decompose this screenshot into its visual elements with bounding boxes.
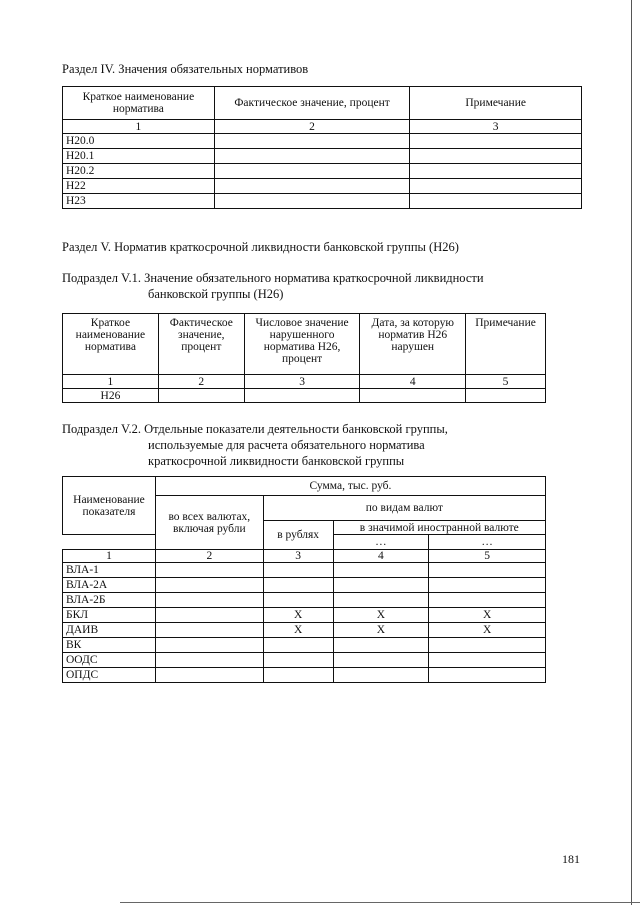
norm-row-label: Н20.1 — [63, 149, 215, 164]
col-number: 3 — [263, 550, 333, 563]
table-cell — [360, 389, 466, 403]
table-cell — [155, 668, 263, 683]
bottom-edge-line — [120, 902, 640, 903]
table-cell — [263, 638, 333, 653]
col-number: 4 — [360, 375, 466, 389]
subsection-5-2-title: Подраздел V.2. Отдельные показатели деятельности банковской группы, — [62, 422, 448, 436]
table-cell — [155, 638, 263, 653]
table-cell — [410, 149, 582, 164]
table-cell — [158, 389, 244, 403]
header-sum: Сумма, тыс. руб. — [155, 477, 545, 496]
header-indicator-name: Наименование показателя — [63, 477, 156, 535]
table-cell — [263, 578, 333, 593]
header-note: Примечание — [410, 87, 582, 120]
col-number: 3 — [410, 120, 582, 134]
indicator-row-label: ООДС — [63, 653, 156, 668]
table-cell — [155, 593, 263, 608]
table-cell — [155, 563, 263, 578]
norm-row-label: Н22 — [63, 179, 215, 194]
norm-row-label: Н20.2 — [63, 164, 215, 179]
table-cell-x: X — [263, 623, 333, 638]
section-4-table — [62, 86, 582, 209]
table-cell — [214, 164, 410, 179]
section-5-title: Раздел V. Норматив краткосрочной ликвидности банковской группы (Н26) — [62, 240, 459, 254]
table-cell — [244, 389, 360, 403]
header-violated-value: Числовое значение нарушенного норматива Н26, процент — [244, 314, 360, 375]
table-cell — [410, 179, 582, 194]
col-number: 5 — [466, 375, 546, 389]
table-cell — [214, 134, 410, 149]
col-number: 5 — [429, 550, 546, 563]
table-cell — [429, 563, 546, 578]
table-cell — [410, 134, 582, 149]
indicator-row-label: ВЛА-2Б — [63, 593, 156, 608]
table-cell — [429, 653, 546, 668]
table-cell — [263, 668, 333, 683]
col-number: 1 — [63, 375, 159, 389]
header-violation-date: Дата, за которую норматив Н26 нарушен — [360, 314, 466, 375]
header-foreign-currency: в значимой иностранной валюте — [333, 521, 545, 535]
table-cell-x: X — [429, 623, 546, 638]
subsection-5-1-table — [62, 313, 546, 403]
page-edge-line — [631, 0, 632, 905]
col-number: 1 — [63, 120, 215, 134]
header-dots: … — [429, 535, 546, 550]
table-cell — [63, 535, 156, 550]
indicator-row-label: ВЛА-2А — [63, 578, 156, 593]
table-cell — [333, 593, 429, 608]
header-all-currencies: во всех валютах, включая рубли — [155, 496, 263, 550]
table-cell — [214, 179, 410, 194]
table-cell — [466, 389, 546, 403]
page-number: 181 — [562, 852, 580, 866]
table-cell — [410, 194, 582, 209]
subsection-5-1-title-cont: банковской группы (Н26) — [148, 287, 284, 301]
table-cell — [429, 578, 546, 593]
col-number: 3 — [244, 375, 360, 389]
col-number: 2 — [158, 375, 244, 389]
norm-row-label: Н23 — [63, 194, 215, 209]
subsection-5-1-title: Подраздел V.1. Значение обязательного норматива краткосрочной ликвидности — [62, 271, 484, 285]
table-cell — [263, 563, 333, 578]
table-cell — [263, 593, 333, 608]
header-note: Примечание — [466, 314, 546, 375]
header-rubles: в рублях — [263, 521, 333, 550]
table-cell — [333, 668, 429, 683]
col-number: 4 — [333, 550, 429, 563]
table-cell — [429, 638, 546, 653]
header-norm-name: Краткое наименование норматива — [63, 87, 215, 120]
header-actual-value: Фактическое значение, процент — [214, 87, 410, 120]
table-cell — [410, 164, 582, 179]
table-cell — [429, 668, 546, 683]
table-cell — [333, 638, 429, 653]
table-cell-x: X — [263, 608, 333, 623]
table-cell — [214, 194, 410, 209]
table-cell — [214, 149, 410, 164]
section-4-title: Раздел IV. Значения обязательных нормативов — [62, 62, 309, 76]
table-cell-x: X — [333, 623, 429, 638]
table-cell-x: X — [429, 608, 546, 623]
col-number: 1 — [63, 550, 156, 563]
norm-row-label: Н20.0 — [63, 134, 215, 149]
subsection-5-2-table — [62, 476, 546, 683]
indicator-row-label: ВК — [63, 638, 156, 653]
norm-row-label: Н26 — [63, 389, 159, 403]
table-cell — [155, 608, 263, 623]
table-cell — [333, 563, 429, 578]
subsection-5-2-title-cont: используемые для расчета обязательного норматива — [148, 438, 425, 452]
indicator-row-label: ВЛА-1 — [63, 563, 156, 578]
col-number: 2 — [214, 120, 410, 134]
table-cell — [155, 578, 263, 593]
header-actual-value: Фактическое значение, процент — [158, 314, 244, 375]
table-cell — [429, 593, 546, 608]
table-cell — [333, 653, 429, 668]
table-cell — [155, 623, 263, 638]
table-cell — [263, 653, 333, 668]
header-by-currency: по видам валют — [263, 496, 545, 521]
col-number: 2 — [155, 550, 263, 563]
table-cell — [155, 653, 263, 668]
header-norm-name: Краткое наименование норматива — [63, 314, 159, 375]
indicator-row-label: БКЛ — [63, 608, 156, 623]
table-cell — [333, 578, 429, 593]
indicator-row-label: ДАИВ — [63, 623, 156, 638]
table-cell-x: X — [333, 608, 429, 623]
subsection-5-2-title-cont2: краткосрочной ликвидности банковской группы — [148, 454, 405, 468]
header-dots: … — [333, 535, 429, 550]
indicator-row-label: ОПДС — [63, 668, 156, 683]
